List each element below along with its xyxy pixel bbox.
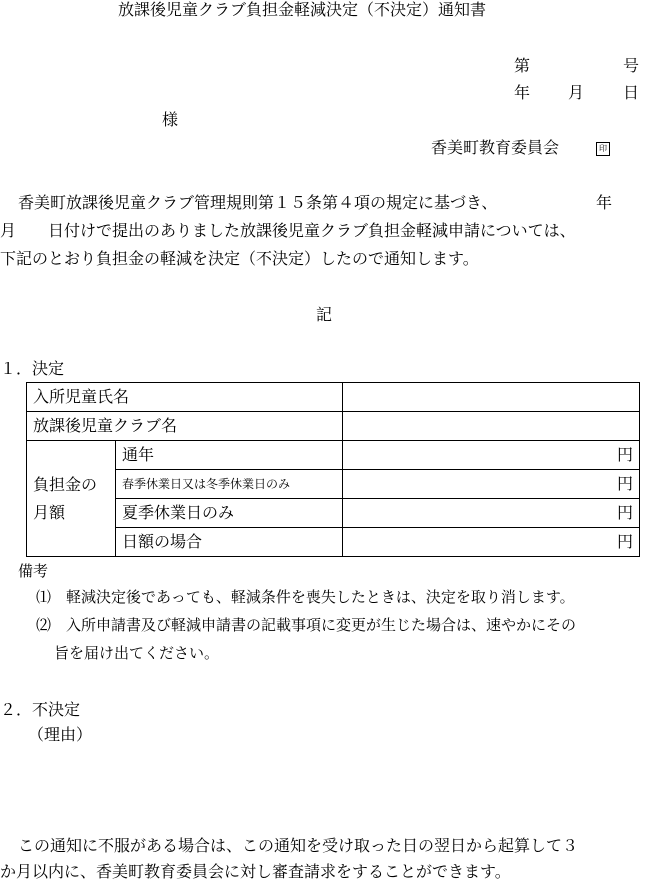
- ki-heading: 記: [316, 305, 333, 324]
- club-name-value: [343, 412, 640, 441]
- section2-reason-label: （理由）: [28, 725, 93, 744]
- fee-item-yen: 円: [343, 499, 640, 528]
- fee-item-yen: 円: [343, 528, 640, 557]
- club-name-label: 放課後児童クラブ名: [27, 412, 343, 441]
- table-row: [27, 528, 640, 557]
- fee-group-label-line1: 負担金の: [33, 474, 98, 494]
- body-line-3: 下記のとおり負担金の軽減を決定（不決定）したので通知します。: [0, 249, 479, 268]
- notes-heading: 備考: [18, 562, 49, 580]
- issuer-name: 香美町教育委員会: [431, 138, 560, 157]
- fee-item-label: 日額の場合: [116, 528, 343, 557]
- number-go: 号: [623, 56, 640, 75]
- body-line-1-year: 年: [596, 193, 613, 212]
- table-row: [27, 441, 640, 470]
- fee-item-yen: 円: [343, 470, 640, 499]
- fee-group-label-line2: 月額: [33, 502, 66, 522]
- decision-table: [26, 382, 640, 557]
- section2-heading: ２．不決定: [0, 700, 81, 719]
- note-line-1: ⑴ 軽減決定後であっても、軽減条件を喪失したときは、決定を取り消します。: [36, 588, 575, 606]
- date-year: 年: [514, 83, 531, 102]
- table-row: [27, 412, 640, 441]
- document-title: 放課後児童クラブ負担金軽減決定（不決定）通知書: [118, 0, 487, 19]
- fee-group-label: [27, 441, 116, 557]
- fee-item-label: 春季休業日又は冬季休業日のみ: [116, 470, 343, 499]
- recipient-suffix: 様: [162, 110, 179, 129]
- fee-item-label: 通年: [116, 441, 343, 470]
- table-row: [27, 499, 640, 528]
- fee-item-yen: 円: [343, 441, 640, 470]
- table-row: [27, 383, 640, 412]
- seal-mark: 印: [596, 142, 610, 156]
- note-line-3: 旨を届け出てください。: [54, 644, 220, 662]
- section1-heading: １．決定: [0, 359, 65, 378]
- table-row: [27, 470, 640, 499]
- date-month: 月: [568, 83, 585, 102]
- child-name-label: 入所児童氏名: [27, 383, 343, 412]
- date-day: 日: [623, 83, 640, 102]
- body-line-2: 月 日付けで提出のありました放課後児童クラブ負担金軽減申請については、: [0, 221, 576, 240]
- fee-item-label: 夏季休業日のみ: [116, 499, 343, 528]
- child-name-value: [343, 383, 640, 412]
- closing-line-1: この通知に不服がある場合は、この通知を受け取った日の翌日から起算して３: [18, 836, 579, 855]
- closing-line-2: か月以内に、香美町教育委員会に対し審査請求をすることができます。: [0, 862, 511, 881]
- number-dai: 第: [514, 56, 531, 75]
- note-line-2: ⑵ 入所申請書及び軽減申請書の記載事項に変更が生じた場合は、速やかにその: [36, 616, 577, 634]
- body-line-1: 香美町放課後児童クラブ管理規則第１５条第４項の規定に基づき、: [18, 193, 498, 212]
